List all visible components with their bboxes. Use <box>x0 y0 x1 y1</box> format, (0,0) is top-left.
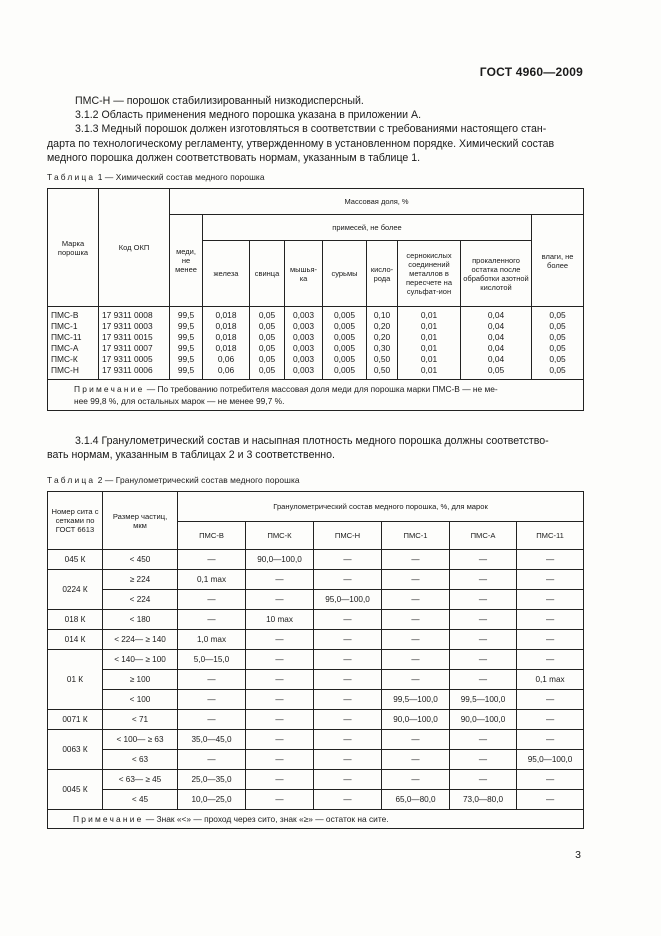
particle-size: < 450 <box>103 550 178 570</box>
table2-row <box>48 630 584 650</box>
composition-value: — <box>246 790 314 810</box>
composition-value: — <box>246 670 314 690</box>
table2-note-row <box>48 810 584 829</box>
composition-value: 73,0—80,0 <box>450 790 517 810</box>
composition-value: — <box>517 630 584 650</box>
table1-cell: 0,01 <box>398 365 461 380</box>
table1-cell: 0,04 <box>461 343 532 354</box>
composition-value: — <box>246 590 314 610</box>
table1-cell: 17 9311 0008 <box>99 307 170 322</box>
composition-value: — <box>450 610 517 630</box>
composition-value: 95,0—100,0 <box>314 590 382 610</box>
composition-value: — <box>314 770 382 790</box>
table2-title-prefix: Таблица <box>47 475 96 485</box>
particle-size: < 140— ≥ 100 <box>103 650 178 670</box>
table1-cell: 0,01 <box>398 354 461 365</box>
particle-size: < 71 <box>103 710 178 730</box>
table1-cell: 0,01 <box>398 343 461 354</box>
table1-cell: 17 9311 0005 <box>99 354 170 365</box>
composition-value: — <box>314 750 382 770</box>
particle-size: < 180 <box>103 610 178 630</box>
table1-cell: 0,20 <box>367 332 398 343</box>
table1-note-text: — По требованию потребителя массовая доля меди для порошка марки ПМС-В — не ме- <box>144 384 498 394</box>
composition-value: — <box>517 770 584 790</box>
table1-cell: 0,05 <box>532 307 584 322</box>
composition-value: 10 max <box>246 610 314 630</box>
composition-value: — <box>517 570 584 590</box>
composition-value: — <box>382 730 450 750</box>
composition-value: 1,0 max <box>178 630 246 650</box>
table1-cell: 0,10 <box>367 307 398 322</box>
particle-size: < 100 <box>103 690 178 710</box>
table1-cell: 0,005 <box>323 321 367 332</box>
table1-cell: 99,5 <box>170 343 203 354</box>
table1-cell: ПМС-А <box>48 343 99 354</box>
table1-cell: 0,05 <box>461 365 532 380</box>
table1-row <box>48 307 584 322</box>
table1-cell: 0,01 <box>398 321 461 332</box>
composition-value: — <box>382 570 450 590</box>
table1-cell: 0,05 <box>250 321 285 332</box>
table1-cell: 99,5 <box>170 365 203 380</box>
table1-cell: 0,003 <box>285 332 323 343</box>
table1-cell: 0,018 <box>203 332 250 343</box>
composition-value: — <box>517 690 584 710</box>
composition-value: 35,0—45,0 <box>178 730 246 750</box>
table1-cell: 17 9311 0006 <box>99 365 170 380</box>
header-arsenic: мышья-ка <box>285 241 323 307</box>
table2-note-text: — Знак «<» — проход через сито, знак «≥» — остаток на сите. <box>143 814 389 824</box>
header-calcined: прокаленного остатка после обработки азотной кислотой <box>461 241 532 307</box>
composition-value: — <box>246 690 314 710</box>
table1-cell: 99,5 <box>170 321 203 332</box>
composition-value: — <box>246 630 314 650</box>
header-grade: Марка порошка <box>48 189 99 307</box>
header-okp-code: Код ОКП <box>99 189 170 307</box>
header-lead: свинца <box>250 241 285 307</box>
table1-row <box>48 343 584 354</box>
sieve-number: 01 К <box>48 650 103 710</box>
para-line: вать нормам, указанным в таблицах 2 и 3 соответственно. <box>47 449 335 462</box>
particle-size: < 224— ≥ 140 <box>103 630 178 650</box>
header-copper: меди, не менее <box>170 215 203 307</box>
table2-body <box>48 550 584 810</box>
table1-title-text: 1 — Химический состав медного порошка <box>97 172 265 182</box>
table1-cell: 0,30 <box>367 343 398 354</box>
composition-value: — <box>517 550 584 570</box>
table1-cell: 0,018 <box>203 307 250 322</box>
particle-size: < 63— ≥ 45 <box>103 770 178 790</box>
sieve-number: 0224 К <box>48 570 103 610</box>
table2-row <box>48 590 584 610</box>
header-mass-fraction: Массовая доля, % <box>170 189 584 215</box>
table1-cell: 0,04 <box>461 354 532 365</box>
composition-value: — <box>450 770 517 790</box>
composition-value: — <box>178 670 246 690</box>
table1-cell: 0,05 <box>532 365 584 380</box>
table1-cell: 0,05 <box>250 307 285 322</box>
sieve-number: 018 К <box>48 610 103 630</box>
table1-cell: 0,20 <box>367 321 398 332</box>
composition-value: 65,0—80,0 <box>382 790 450 810</box>
table1-cell: 99,5 <box>170 307 203 322</box>
table1-cell: 0,50 <box>367 365 398 380</box>
composition-value: — <box>517 610 584 630</box>
composition-value: — <box>314 730 382 750</box>
sieve-number: 0071 К <box>48 710 103 730</box>
header-iron: железа <box>203 241 250 307</box>
composition-value: 99,5—100,0 <box>450 690 517 710</box>
composition-value: — <box>314 650 382 670</box>
chemical-composition-table <box>47 188 584 411</box>
composition-value: — <box>382 590 450 610</box>
header-impurities: примесей, не более <box>203 215 532 241</box>
header-particle-size: Размер частиц, мкм <box>103 492 178 550</box>
table1-cell: 0,003 <box>285 343 323 354</box>
table1-cell: 0,005 <box>323 332 367 343</box>
composition-value: — <box>178 550 246 570</box>
composition-value: — <box>450 630 517 650</box>
table2-row <box>48 730 584 750</box>
table1-note-prefix: Примечание <box>74 384 145 394</box>
table1-cell: 0,06 <box>203 354 250 365</box>
table2-row <box>48 670 584 690</box>
table1-cell: 0,005 <box>323 343 367 354</box>
composition-value: — <box>314 570 382 590</box>
composition-value: 95,0—100,0 <box>517 750 584 770</box>
table2-note <box>48 810 584 829</box>
table1-cell: 0,005 <box>323 354 367 365</box>
grade-header: ПМС-А <box>450 522 517 550</box>
table1-cell: 0,04 <box>461 332 532 343</box>
particle-size: ≥ 100 <box>103 670 178 690</box>
composition-value: — <box>246 770 314 790</box>
table1-body <box>48 307 584 380</box>
composition-value: 90,0—100,0 <box>450 710 517 730</box>
para-line: дарта по технологическому регламенту, утвержденному в установленном порядке. Химический состав <box>47 137 555 150</box>
header-sulfuric: сернокислых соединений металлов в пересчете на сульфат-ион <box>398 241 461 307</box>
composition-value: 10,0—25,0 <box>178 790 246 810</box>
table1-cell: 0,003 <box>285 354 323 365</box>
composition-value: — <box>450 650 517 670</box>
composition-value: 5,0—15,0 <box>178 650 246 670</box>
table2-row <box>48 650 584 670</box>
composition-value: — <box>314 610 382 630</box>
header-sieve: Номер сита с сетками по ГОСТ 6613 <box>48 492 103 550</box>
table1-cell: 0,018 <box>203 321 250 332</box>
grade-header: ПМС-1 <box>382 522 450 550</box>
header-oxygen: кисло-рода <box>367 241 398 307</box>
composition-value: — <box>314 790 382 810</box>
table1-cell: 0,05 <box>250 354 285 365</box>
table1-row <box>48 321 584 332</box>
para-line: 3.1.3 Медный порошок должен изготовляться в соответствии с требованиями настоящего стан- <box>75 123 547 136</box>
composition-value: — <box>314 710 382 730</box>
sieve-number: 045 К <box>48 550 103 570</box>
table1-cell: 0,05 <box>250 343 285 354</box>
para-line: 3.1.4 Гранулометрический состав и насыпная плотность медного порошка должны соответство- <box>75 435 549 447</box>
table2-row <box>48 610 584 630</box>
composition-value: — <box>246 750 314 770</box>
table1-cell: 0,005 <box>323 307 367 322</box>
table1-cell: 0,06 <box>203 365 250 380</box>
composition-value: — <box>314 550 382 570</box>
table1-cell: 99,5 <box>170 332 203 343</box>
composition-value: — <box>246 730 314 750</box>
composition-value: — <box>178 690 246 710</box>
table1-cell: 0,003 <box>285 307 323 322</box>
table1-cell: 0,05 <box>532 332 584 343</box>
particle-size: < 45 <box>103 790 178 810</box>
table2-title-text: 2 — Гранулометрический состав медного порошка <box>97 475 300 485</box>
page-number: 3 <box>575 849 581 861</box>
sieve-number: 0063 К <box>48 730 103 770</box>
sieve-number: 0045 К <box>48 770 103 810</box>
sieve-number: 014 К <box>48 630 103 650</box>
table2-row <box>48 790 584 810</box>
table1-cell: ПМС-Н <box>48 365 99 380</box>
composition-value: — <box>382 650 450 670</box>
table1-note <box>48 380 584 411</box>
grade-header: ПМС-В <box>178 522 246 550</box>
table2-row <box>48 570 584 590</box>
table1-cell: 0,018 <box>203 343 250 354</box>
table1-cell: 0,05 <box>250 332 285 343</box>
composition-value: — <box>178 710 246 730</box>
composition-value: — <box>314 630 382 650</box>
para-line: ПМС-Н — порошок стабилизированный низкодисперсный. <box>75 95 364 107</box>
composition-value: — <box>178 610 246 630</box>
particle-size: < 100— ≥ 63 <box>103 730 178 750</box>
composition-value: — <box>450 570 517 590</box>
composition-value: — <box>382 770 450 790</box>
header-antimony: сурьмы <box>323 241 367 307</box>
composition-value: — <box>314 690 382 710</box>
table1-cell: 0,05 <box>250 365 285 380</box>
table1-cell: ПМС-1 <box>48 321 99 332</box>
table1-cell: 0,003 <box>285 321 323 332</box>
table2-row <box>48 770 584 790</box>
table1-cell: 0,50 <box>367 354 398 365</box>
composition-value: — <box>450 730 517 750</box>
grade-header: ПМС-11 <box>517 522 584 550</box>
table1-cell: 0,05 <box>532 343 584 354</box>
table1-cell: 0,05 <box>532 354 584 365</box>
table1-note-line2: нее 99,8 %, для остальных марок — не менее 99,7 %. <box>74 396 285 406</box>
table1-cell: 0,04 <box>461 321 532 332</box>
composition-value: — <box>517 790 584 810</box>
intro-paragraphs <box>47 94 585 165</box>
table1-cell: ПМС-В <box>48 307 99 322</box>
composition-value: — <box>450 590 517 610</box>
table1-cell: 17 9311 0015 <box>99 332 170 343</box>
header-moisture: влаги, не более <box>532 215 584 307</box>
composition-value: — <box>246 710 314 730</box>
composition-value: 0,1 max <box>178 570 246 590</box>
table1-cell: 17 9311 0007 <box>99 343 170 354</box>
composition-value: 99,5—100,0 <box>382 690 450 710</box>
table1-cell: ПМС-11 <box>48 332 99 343</box>
particle-size: ≥ 224 <box>103 570 178 590</box>
table1-cell: 0,003 <box>285 365 323 380</box>
composition-value: — <box>382 750 450 770</box>
particle-size: < 63 <box>103 750 178 770</box>
table1-cell: 99,5 <box>170 354 203 365</box>
table2-row <box>48 550 584 570</box>
composition-value: 0,1 max <box>517 670 584 690</box>
composition-value: — <box>517 590 584 610</box>
table2-title <box>47 475 300 485</box>
table1-cell: ПМС-К <box>48 354 99 365</box>
composition-value: — <box>450 750 517 770</box>
table2-row <box>48 690 584 710</box>
composition-value: — <box>517 730 584 750</box>
para-line: медного порошка должен соответствовать нормам, указанным в таблице 1. <box>47 151 421 164</box>
composition-value: — <box>246 650 314 670</box>
composition-value: — <box>382 670 450 690</box>
composition-value: — <box>178 750 246 770</box>
granulometric-table <box>47 491 584 829</box>
composition-value: — <box>517 710 584 730</box>
particle-size: < 224 <box>103 590 178 610</box>
table1-cell: 0,005 <box>323 365 367 380</box>
composition-value: — <box>178 590 246 610</box>
composition-value: — <box>382 610 450 630</box>
composition-value: — <box>517 650 584 670</box>
table1-cell: 0,01 <box>398 332 461 343</box>
table1-cell: 17 9311 0003 <box>99 321 170 332</box>
composition-value: — <box>382 630 450 650</box>
grade-header: ПМС-К <box>246 522 314 550</box>
composition-value: 25,0—35,0 <box>178 770 246 790</box>
composition-value: 90,0—100,0 <box>382 710 450 730</box>
table1-cell: 0,01 <box>398 307 461 322</box>
composition-value: 90,0—100,0 <box>246 550 314 570</box>
granulometric-paragraph <box>47 434 585 462</box>
table1-cell: 0,05 <box>532 321 584 332</box>
composition-value: — <box>246 570 314 590</box>
table1-row <box>48 365 584 380</box>
composition-value: — <box>314 670 382 690</box>
composition-value: — <box>382 550 450 570</box>
table1-row <box>48 332 584 343</box>
table2-row <box>48 750 584 770</box>
table1-note-row <box>48 380 584 411</box>
grade-header: ПМС-Н <box>314 522 382 550</box>
table1-cell: 0,04 <box>461 307 532 322</box>
composition-value: — <box>450 670 517 690</box>
document-header: ГОСТ 4960—2009 <box>479 65 583 79</box>
composition-value: — <box>450 550 517 570</box>
table1-title <box>47 172 265 182</box>
table2-note-prefix: Примечание <box>73 814 144 824</box>
header-composition: Гранулометрический состав медного порошка, %, для марок <box>178 492 584 522</box>
table2-row <box>48 710 584 730</box>
table1-title-prefix: Таблица <box>47 172 96 182</box>
table1-row <box>48 354 584 365</box>
para-line: 3.1.2 Область применения медного порошка указана в приложении А. <box>75 109 422 122</box>
